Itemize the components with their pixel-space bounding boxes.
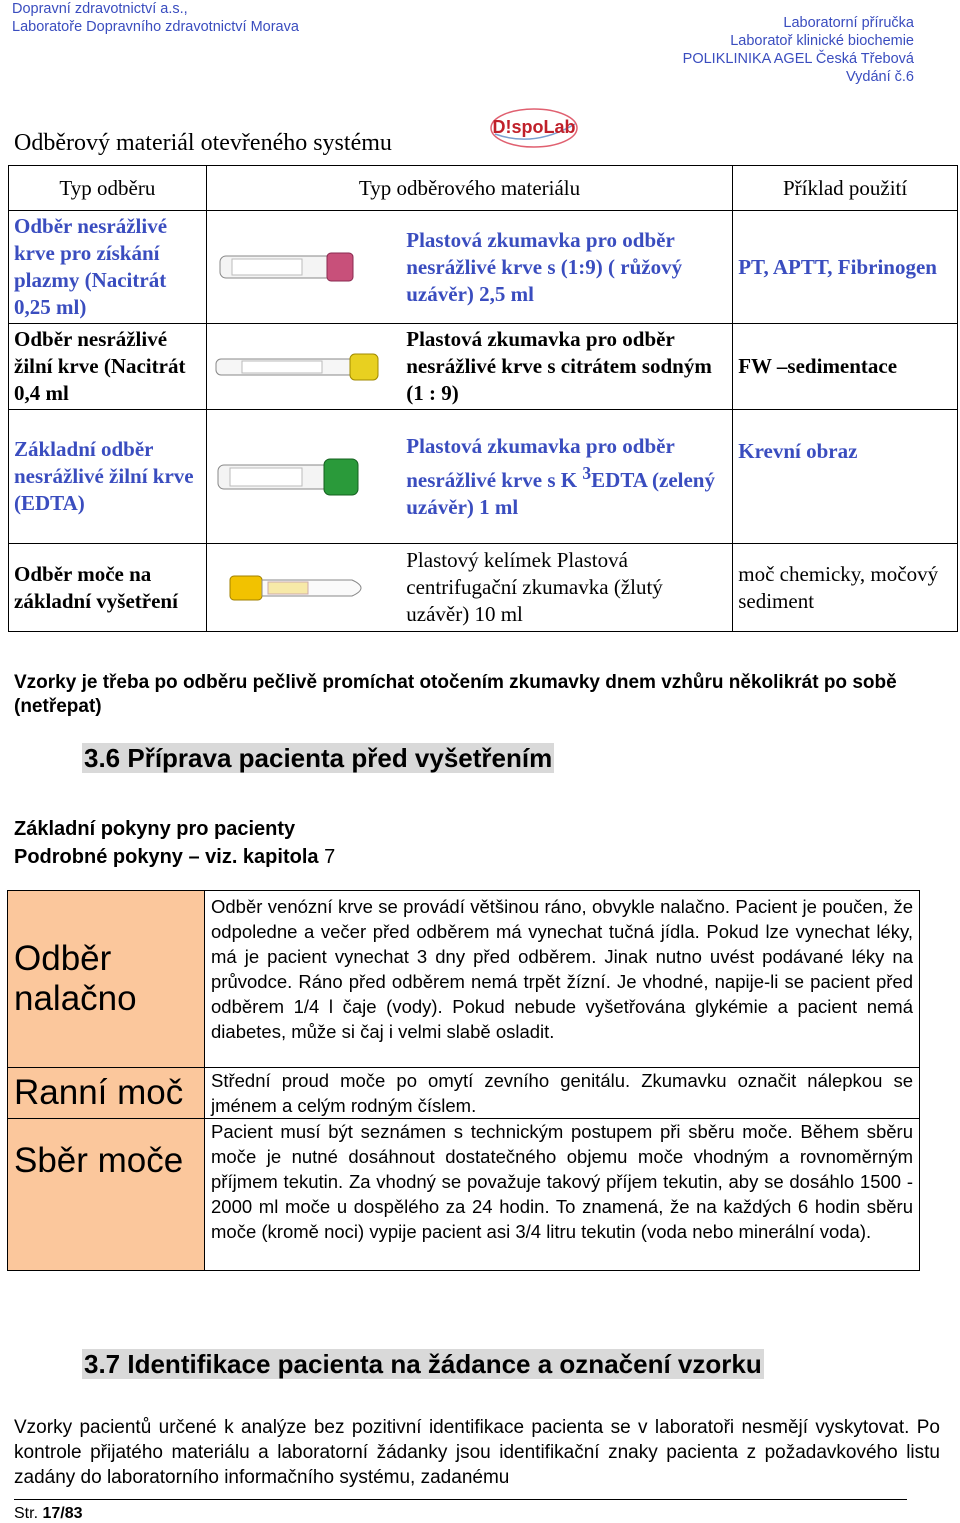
- yellow-cap-tube-image: [212, 347, 392, 387]
- footer-rule: [14, 1499, 907, 1500]
- material-cell: Plastová zkumavka pro odběr nesrážlivé krve s citrátem sodným (1 : 9): [401, 324, 732, 410]
- tube-image-cell: [206, 410, 401, 544]
- material-superscript: 3: [582, 462, 592, 483]
- tube-image-cell: [206, 544, 401, 632]
- urine-tube-image: [212, 568, 392, 608]
- page-footer: [14, 1505, 83, 1523]
- table-row: [8, 891, 920, 1068]
- logo-text: D!spoLab: [492, 117, 576, 137]
- morning-urine-text: Střední proud moče po omytí zevního genitálu. Zkumavku označit nálepkou se jménem a celým rodným číslem.: [205, 1068, 920, 1119]
- material-text-b: EDTA (zelený uzávěr) 1 ml: [406, 467, 715, 519]
- fasting-text: Odběr venózní krve se provádí většinou ráno, obvykle nalačno. Pacient je poučen, že odpoledne a večer před odběrem má vynechat tučná jídla. Pokud lze vynechat léky, má je pacient vynechat 3 dny před odběrem. Jinak nutno uvést podávané léky na průvodce. Ráno před odběrem nemá trpět žízní. Je vhodné, napije-li se pacient před odběrem 1/4 l čaje (vody). Pokud nebude vyšetřována glykémie a pacient nemá diabetes, může si čaj i velmi slabě osladit.: [205, 891, 920, 1068]
- dispolab-logo: [489, 106, 579, 155]
- footer-label: Str.: [14, 1505, 39, 1522]
- header-usage-example: Příklad použití: [733, 166, 958, 211]
- tube-image-cell: [206, 211, 401, 324]
- usage-cell: Krevní obraz: [733, 410, 958, 544]
- collection-type-cell: Odběr nesrážlivé žilní krve (Nacitrát 0,4 ml: [9, 324, 207, 410]
- section-3-6-title: 3.6 Příprava pacienta před vyšetřením: [84, 743, 553, 773]
- material-text-a: Plastová zkumavka pro odběr nesrážlivé krve s K: [406, 433, 675, 492]
- header-clinic: POLIKLINIKA AGEL Česká Třebová: [682, 51, 914, 67]
- header-department: Laboratoř klinické biochemie: [730, 33, 914, 49]
- identification-paragraph: Vzorky pacientů určené k analýze bez pozitivní identifikace pacienta se v laboratoři nesmějí vyskytovat. Po kontrole přijatého materiálu a laboratorní žádanky jsou identifikační znaky pacienta z požadavkového listu zadány do laboratorního informačního systému, zadanému: [14, 1417, 940, 1488]
- section-3-7-title: 3.7 Identifikace pacienta na žádance a označení vzorku: [84, 1349, 762, 1379]
- header-right: [683, 14, 914, 86]
- collection-type-cell: Odběr nesrážlivé krve pro získání plazmy (Nacitrát 0,25 ml): [9, 211, 207, 324]
- material-cell: [401, 410, 732, 544]
- urine-collection-text: Pacient musí být seznámen s technickým postupem při sběru moče. Během sběru moče je nutné dosáhnout dostatečného objemu moče vhodným a rovnoměrným příjmem tekutin. Za vhodný se považuje takový příjem tekutin, aby se dosáhlo 1500 - 2000 ml moče u dospělého za 24 hodin. To znamená, že na každých 6 hodin sběru moče (kromě noci) vypije pacient asi 3/4 litru tekutin (voda nebo minerální voda).: [205, 1119, 920, 1271]
- tube-image-cell: [206, 324, 401, 410]
- detailed-instructions: [14, 843, 335, 871]
- mixing-note: Vzorky je třeba po odběru pečlivě promíchat otočením zkumavky dnem vzhůru několikrát po sobě (netřepat): [14, 672, 897, 717]
- material-cell: Plastový kelímek Plastová centrifugační zkumavka (žlutý uzávěr) 10 ml: [401, 544, 732, 632]
- table-row: [9, 211, 958, 324]
- section-3-7-heading: [82, 1349, 764, 1380]
- pink-cap-tube-image: [212, 247, 392, 287]
- chapter-number: 7: [318, 846, 336, 868]
- header-left: [12, 0, 299, 36]
- section-3-6-heading: [82, 743, 554, 774]
- table-header-row: [9, 166, 958, 211]
- preparation-table: [7, 890, 920, 1271]
- usage-cell: PT, APTT, Fibrinogen: [733, 211, 958, 324]
- fasting-label: Odběr nalačno: [8, 891, 205, 1068]
- material-cell: Plastová zkumavka pro odběr nesrážlivé krve s (1:9) ( růžový uzávěr) 2,5 ml: [401, 211, 732, 324]
- usage-cell: FW –sedimentace: [733, 324, 958, 410]
- header-collection-type: Typ odběru: [9, 166, 207, 211]
- collection-type-cell: Odběr moče na základní vyšetření: [9, 544, 207, 632]
- table-row: [8, 1068, 920, 1119]
- table-row: [9, 410, 958, 544]
- page-number: 17/83: [42, 1505, 83, 1522]
- table-row: [9, 324, 958, 410]
- instructions-block: [14, 815, 335, 871]
- header-handbook: Laboratorní příručka: [783, 15, 914, 31]
- header-edition: Vydání č.6: [846, 69, 914, 85]
- green-cap-tube-image: [212, 454, 392, 500]
- material-table: [8, 165, 958, 632]
- header-lab: Laboratoře Dopravního zdravotnictví Morava: [12, 19, 299, 35]
- table-row: [9, 544, 958, 632]
- header-company: Dopravní zdravotnictví a.s.,: [12, 1, 188, 17]
- page-title: Odběrový materiál otevřeného systému: [14, 130, 392, 156]
- table-row: [8, 1119, 920, 1271]
- morning-urine-label: Ranní moč: [8, 1068, 205, 1119]
- header-material-type: Typ odběrového materiálu: [206, 166, 732, 211]
- collection-type-cell: Základní odběr nesrážlivé žilní krve (EDTA): [9, 410, 207, 544]
- detailed-text: Podrobné pokyny – viz. kapitola: [14, 846, 319, 868]
- urine-collection-label: Sběr moče: [8, 1119, 205, 1271]
- usage-cell: moč chemicky, močový sediment: [733, 544, 958, 632]
- basic-instructions: Základní pokyny pro pacienty: [14, 818, 296, 840]
